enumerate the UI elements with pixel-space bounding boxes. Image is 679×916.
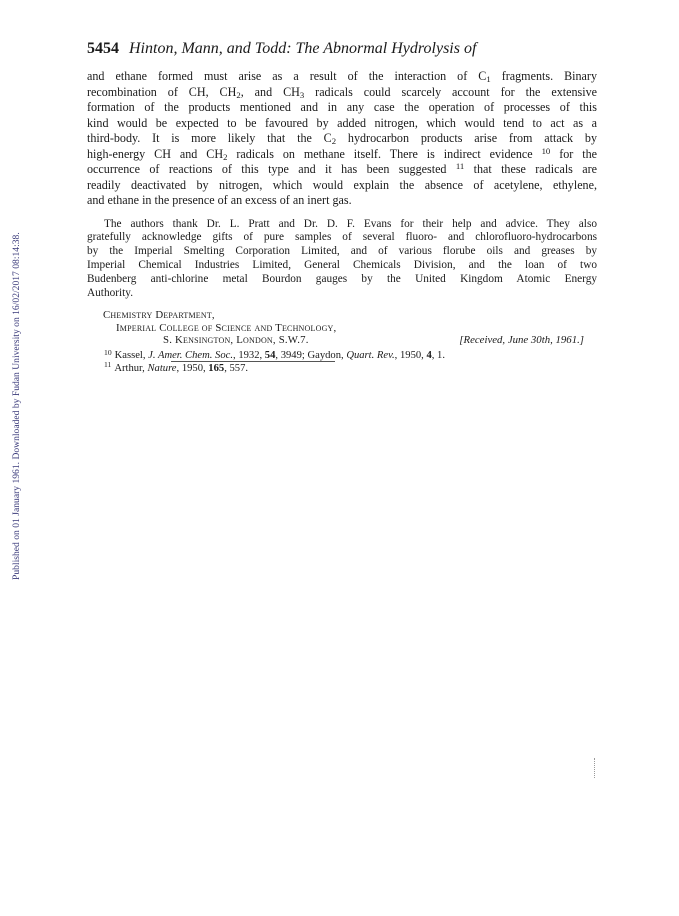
text-run: radicals on methane itself. There is indirect evidence	[227, 146, 542, 161]
ref-author: Kassel,	[114, 350, 149, 362]
ref-pages: , 3949; Gaydon,	[275, 350, 347, 362]
text-line: by the Imperial Smelting Corporation Limited, and of various florube oils and greases by	[87, 245, 597, 258]
text-line: kind would be expected to be favoured by added nitrogen, which would tend to act as a	[87, 115, 597, 130]
text-run: that these radicals are	[464, 162, 597, 176]
text-run: , and CH	[240, 84, 300, 99]
text-run: high-energy CH and CH	[87, 146, 224, 161]
text-line: Authority.	[87, 287, 134, 300]
running-title: Hinton, Mann, and Todd: The Abnormal Hydrolysis of	[129, 40, 477, 57]
page-number: 5454	[87, 40, 119, 57]
text-line: formation of the products mentioned and in any case the operation of processes of this	[87, 100, 597, 114]
acknowledgement-paragraph	[87, 218, 597, 301]
text-run: occurrence of reactions of this type and it has been suggested	[87, 162, 456, 176]
ref-year: , 1950,	[394, 350, 427, 362]
subscript: 1	[486, 74, 491, 85]
ref-volume: 54	[264, 350, 276, 362]
reference-number: 10	[104, 347, 112, 357]
scan-artifact	[594, 758, 596, 778]
published-notice: Published on 01 January 1961. Downloaded by Fudan University on 16/02/2017 08:14:38.	[11, 232, 22, 580]
text-run: and ethane formed must arise as a result of the interaction of C	[87, 69, 487, 83]
text-line	[87, 147, 597, 163]
ref-year: , 1932,	[233, 350, 265, 362]
subscript: 2	[236, 89, 241, 100]
ref-volume: 4	[426, 350, 432, 362]
reference-number: 11	[104, 360, 112, 370]
ref-journal: Nature	[147, 362, 177, 374]
subscript: 3	[299, 89, 305, 100]
text-run: hydrocarbon products arise from attack by	[336, 131, 597, 145]
ref-volume: 165	[208, 362, 225, 374]
text-run: third-body. It is more likely that the C	[87, 131, 332, 145]
reference-item	[104, 360, 597, 376]
ref-journal: Quart. Rev.	[346, 350, 395, 362]
text-run: fragments. Binary	[490, 69, 598, 83]
text-line: Imperial Chemical Industries Limited, General Chemicals Division, and the loan of two	[87, 259, 597, 272]
end-of-article-rule	[171, 361, 335, 362]
text-run: radicals could scarcely account for the extensive	[304, 84, 597, 99]
subscript: 2	[223, 151, 228, 162]
citation-ref[interactable]: 10	[541, 145, 551, 156]
ref-pages: , 557.	[224, 362, 249, 374]
address-city: S. Kensington, London, S.W.7.	[163, 334, 309, 347]
text-line: The authors thank Dr. L. Pratt and Dr. D. F. Evans for their help and advice. They also	[104, 217, 597, 230]
text-line	[87, 85, 597, 101]
body-paragraph-1	[87, 69, 597, 209]
address-city-row	[87, 334, 597, 347]
references-list	[87, 347, 597, 375]
text-line	[87, 162, 597, 178]
address-college: Imperial College of Science and Technology,	[116, 321, 337, 334]
address-department: Chemistry Department,	[103, 308, 215, 321]
author-address	[87, 309, 597, 347]
ref-author: Arthur,	[114, 362, 148, 374]
text-run: recombination of CH, CH	[87, 84, 237, 99]
citation-ref[interactable]: 11	[455, 161, 465, 172]
text-line	[87, 69, 597, 85]
text-line: readily deactivated by nitrogen, which would explain the absence of acetylene, ethylene,	[87, 177, 597, 192]
received-date: [Received, June 30th, 1961.]	[459, 334, 584, 347]
ref-year: , 1950,	[176, 362, 209, 374]
download-notice-sidebar	[0, 0, 24, 916]
text-line: Budenberg anti-chlorine metal Bourdon gauges by the United Kingdom Atomic Energy	[87, 273, 597, 286]
text-run: for the	[550, 146, 597, 161]
article-page	[87, 40, 597, 375]
subscript: 2	[331, 136, 337, 147]
ref-pages: , 1.	[431, 350, 445, 362]
ref-journal: J. Amer. Chem. Soc.	[148, 350, 234, 362]
text-line	[87, 131, 597, 147]
text-line: and ethane in the presence of an excess of an inert gas.	[87, 193, 352, 207]
text-line: gratefully acknowledge gifts of pure samples of several fluoro- and chlorofluoro-hydrocarbons	[87, 231, 597, 244]
running-header	[87, 40, 597, 60]
